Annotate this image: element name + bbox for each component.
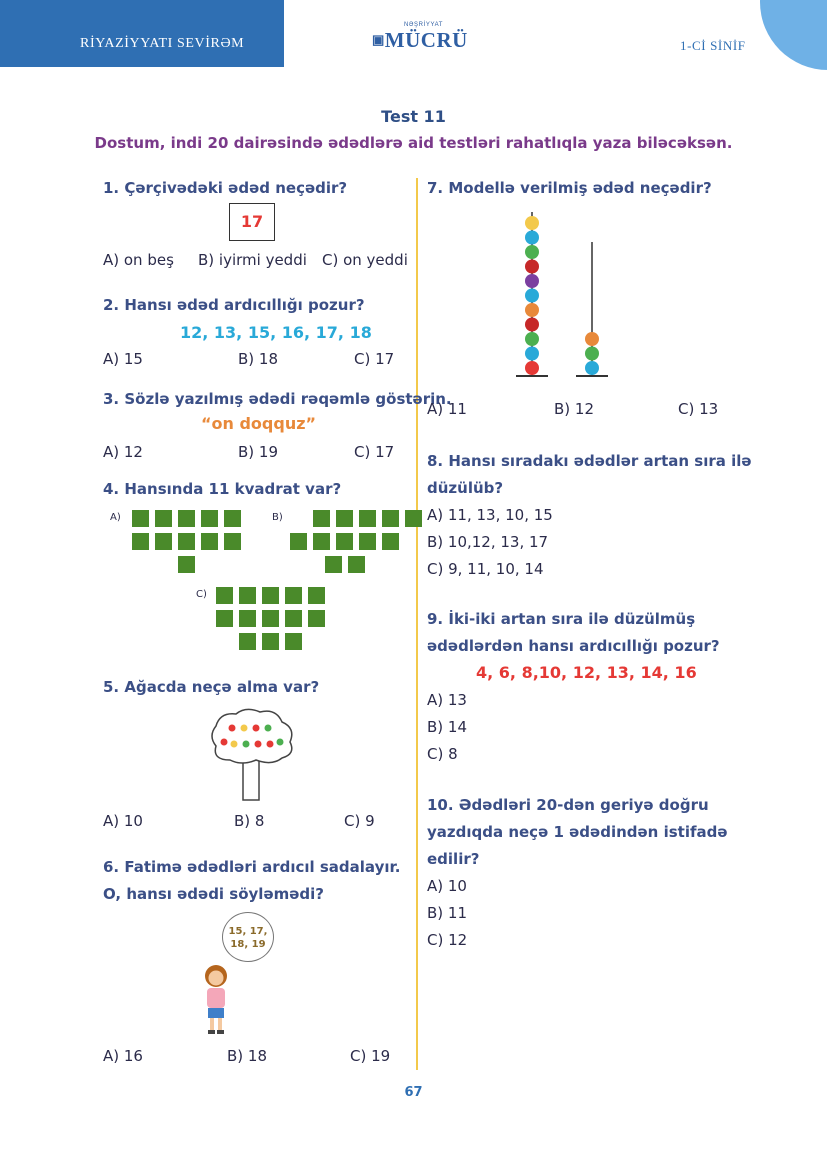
green-square	[313, 510, 330, 527]
q10-option-b[interactable]: B) 11	[427, 904, 467, 922]
bubble-line-2: 18, 19	[230, 939, 266, 950]
q1-option-c[interactable]: C) on yeddi	[322, 251, 408, 269]
q9-option-c[interactable]: C) 8	[427, 745, 458, 763]
q5-option-a[interactable]: A) 10	[103, 812, 143, 830]
abacus-bead	[585, 347, 599, 361]
q1-option-a[interactable]: A) on beş	[103, 251, 174, 269]
green-square	[382, 510, 399, 527]
question-8-line-2: düzülüb?	[427, 479, 504, 497]
q7-option-c[interactable]: C) 13	[678, 400, 719, 418]
green-square	[262, 610, 279, 627]
q4-option-a-label[interactable]: A)	[110, 512, 121, 523]
publisher-logo: ▣MÜCRÜ	[372, 28, 468, 52]
book-title: RİYAZİYYATI SEVİRƏM	[80, 36, 245, 51]
q4-option-b-label[interactable]: B)	[272, 512, 283, 523]
q7-option-a[interactable]: A) 11	[427, 400, 467, 418]
q8-option-c[interactable]: C) 9, 11, 10, 14	[427, 560, 544, 578]
girl-image	[196, 960, 236, 1036]
green-square	[313, 533, 330, 550]
q2-option-b[interactable]: B) 18	[238, 350, 278, 368]
green-square	[359, 533, 376, 550]
green-square	[132, 533, 149, 550]
camera-icon: ▣	[372, 32, 385, 47]
abacus-model	[510, 208, 620, 380]
green-square	[336, 533, 353, 550]
framed-number: 17	[229, 203, 275, 241]
abacus-bead	[525, 245, 539, 259]
question-7: 7. Modellə verilmiş ədəd neçədir?	[427, 179, 712, 197]
q3-option-c[interactable]: C) 17	[354, 443, 395, 461]
abacus-bead	[525, 274, 539, 288]
test-subtitle: Dostum, indi 20 dairəsində ədədlərə aid testləri rahatlıqla yaza biləcəksən.	[94, 134, 733, 152]
green-square	[155, 533, 172, 550]
green-square	[239, 610, 256, 627]
green-square	[155, 510, 172, 527]
q9-option-a[interactable]: A) 13	[427, 691, 467, 709]
q10-option-c[interactable]: C) 12	[427, 931, 468, 949]
q10-option-a[interactable]: A) 10	[427, 877, 467, 895]
green-square	[132, 510, 149, 527]
question-6-line-1: 6. Fatimə ədədləri ardıcıl sadalayır.	[103, 858, 401, 876]
question-8-line-1: 8. Hansı sıradakı ədədlər artan sıra ilə	[427, 452, 752, 470]
abacus-bead	[525, 347, 539, 361]
question-1: 1. Çərçivədəki ədəd neçədir?	[103, 179, 348, 197]
q4-option-c-label[interactable]: C)	[196, 589, 207, 600]
abacus-bead	[525, 361, 539, 375]
corner-decoration	[760, 0, 827, 70]
question-6-line-2: O, hansı ədədi söyləmədi?	[103, 885, 325, 903]
green-square	[224, 533, 241, 550]
q8-option-a[interactable]: A) 11, 13, 10, 15	[427, 506, 553, 524]
question-3: 3. Sözlə yazılmış ədədi rəqəmlə göstərin.	[103, 390, 452, 408]
q3-option-a[interactable]: A) 12	[103, 443, 143, 461]
header-band	[0, 0, 284, 67]
question-2: 2. Hansı ədəd ardıcıllığı pozur?	[103, 296, 365, 314]
green-square	[178, 556, 195, 573]
green-square	[239, 633, 256, 650]
green-square	[336, 510, 353, 527]
green-square	[201, 533, 218, 550]
green-square	[178, 533, 195, 550]
page-number: 67	[404, 1085, 423, 1100]
q1-option-b[interactable]: B) iyirmi yeddi	[198, 251, 307, 269]
abacus-bead	[525, 318, 539, 332]
green-square	[201, 510, 218, 527]
green-square	[359, 510, 376, 527]
abacus-bead	[525, 231, 539, 245]
abacus-bead	[585, 361, 599, 375]
q9-option-b[interactable]: B) 14	[427, 718, 467, 736]
q5-option-c[interactable]: C) 9	[344, 812, 375, 830]
q2-option-a[interactable]: A) 15	[103, 350, 143, 368]
green-square	[285, 610, 302, 627]
logo-subtitle: NƏŞRİYYAT	[404, 22, 444, 28]
green-square	[285, 587, 302, 604]
green-square	[348, 556, 365, 573]
q6-option-c[interactable]: C) 19	[350, 1047, 391, 1065]
question-9-line-1: 9. İki-iki artan sıra ilə düzülmüş	[427, 610, 696, 628]
abacus-bead	[585, 332, 599, 346]
green-square	[262, 633, 279, 650]
q3-option-b[interactable]: B) 19	[238, 443, 278, 461]
q6-option-a[interactable]: A) 16	[103, 1047, 143, 1065]
question-10-line-3: edilir?	[427, 850, 480, 868]
q2-sequence: 12, 13, 15, 16, 17, 18	[180, 323, 372, 342]
q9-sequence: 4, 6, 8,10, 12, 13, 14, 16	[476, 663, 697, 682]
q7-option-b[interactable]: B) 12	[554, 400, 594, 418]
question-10-line-2: yazdıqda neçə 1 ədədindən istifadə	[427, 823, 728, 841]
green-square	[308, 610, 325, 627]
question-10-line-1: 10. Ədədləri 20-dən geriyə doğru	[427, 796, 709, 814]
green-square	[308, 587, 325, 604]
green-square	[382, 533, 399, 550]
q5-option-b[interactable]: B) 8	[234, 812, 265, 830]
green-square	[216, 610, 233, 627]
grade-label: 1-Cİ SİNİF	[680, 38, 746, 53]
green-square	[224, 510, 241, 527]
green-square	[285, 633, 302, 650]
apple-tree-image	[206, 706, 298, 802]
green-square	[405, 510, 422, 527]
abacus-bead	[525, 289, 539, 303]
question-5: 5. Ağacda neçə alma var?	[103, 678, 320, 696]
green-square	[262, 587, 279, 604]
question-9-line-2: ədədlərdən hansı ardıcıllığı pozur?	[427, 637, 720, 655]
q8-option-b[interactable]: B) 10,12, 13, 17	[427, 533, 549, 551]
abacus-bead	[525, 303, 539, 317]
column-divider	[416, 178, 418, 1070]
speech-bubble	[222, 912, 274, 962]
question-4: 4. Hansında 11 kvadrat var?	[103, 480, 342, 498]
abacus-bead	[525, 260, 539, 274]
green-square	[290, 533, 307, 550]
test-title: Test 11	[381, 107, 446, 126]
green-square	[239, 587, 256, 604]
q6-option-b[interactable]: B) 18	[227, 1047, 267, 1065]
q2-option-c[interactable]: C) 17	[354, 350, 395, 368]
green-square	[216, 587, 233, 604]
abacus-bead	[525, 216, 539, 230]
bubble-line-1: 15, 17,	[228, 926, 268, 937]
q3-word: “on doqquz”	[201, 414, 317, 433]
green-square	[178, 510, 195, 527]
green-square	[325, 556, 342, 573]
abacus-bead	[525, 332, 539, 346]
